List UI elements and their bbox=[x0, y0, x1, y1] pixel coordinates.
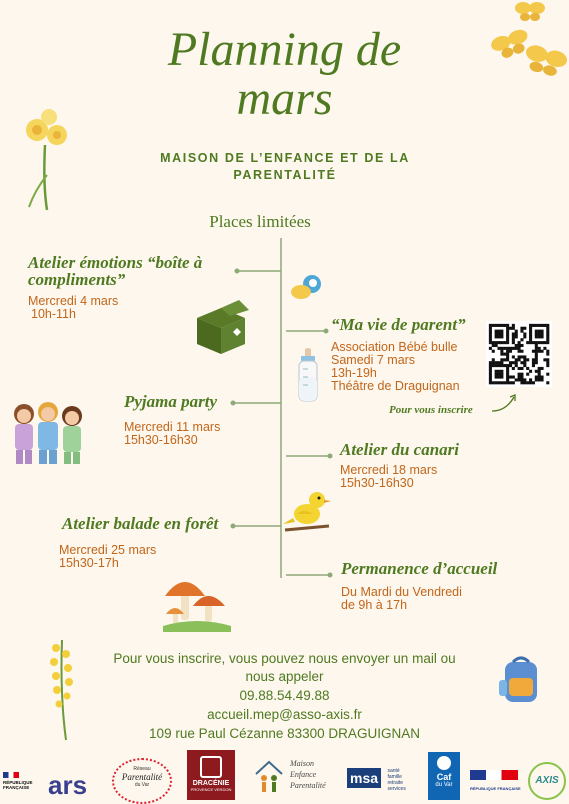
qr-module bbox=[515, 330, 518, 333]
page-title-line1: Planning de bbox=[167, 23, 402, 76]
qr-module bbox=[529, 330, 532, 333]
qr-module bbox=[546, 364, 549, 367]
qr-module bbox=[509, 381, 512, 384]
event-parent-line1: Association Bébé bulle bbox=[331, 340, 458, 354]
qr-module bbox=[541, 332, 544, 335]
qr-module bbox=[541, 378, 544, 381]
qr-module bbox=[535, 335, 538, 338]
qr-module bbox=[500, 335, 503, 338]
qr-module bbox=[497, 332, 500, 335]
qr-module bbox=[518, 350, 521, 353]
qr-module bbox=[535, 324, 538, 327]
qr-module bbox=[532, 341, 535, 344]
qr-module bbox=[506, 341, 509, 344]
qr-module bbox=[535, 353, 538, 356]
event-permanence-title: Permanence d’accueil bbox=[341, 559, 498, 578]
qr-module bbox=[489, 335, 492, 338]
qr-module bbox=[541, 376, 544, 379]
qr-module bbox=[532, 358, 535, 361]
qr-module bbox=[489, 364, 492, 367]
qr-module bbox=[538, 367, 541, 370]
logo-msa: msa santé famille retraite services bbox=[347, 768, 406, 792]
qr-module bbox=[546, 327, 549, 330]
qr-module bbox=[543, 341, 546, 344]
qr-module bbox=[506, 364, 509, 367]
qr-module bbox=[506, 330, 509, 333]
qr-module bbox=[495, 376, 498, 379]
qr-code[interactable] bbox=[486, 321, 552, 387]
qr-module bbox=[489, 370, 492, 373]
qr-module bbox=[489, 378, 492, 381]
qr-module bbox=[541, 341, 544, 344]
qr-module bbox=[497, 361, 500, 364]
qr-module bbox=[512, 381, 515, 384]
qr-module bbox=[500, 370, 503, 373]
qr-module bbox=[541, 324, 544, 327]
qr-module bbox=[546, 353, 549, 356]
qr-module bbox=[541, 335, 544, 338]
qr-module bbox=[520, 350, 523, 353]
qr-module bbox=[492, 361, 495, 364]
qr-module bbox=[529, 335, 532, 338]
qr-module bbox=[506, 358, 509, 361]
qr-module bbox=[497, 364, 500, 367]
qr-module bbox=[520, 344, 523, 347]
event-balade-date: Mercredi 25 mars bbox=[59, 543, 157, 557]
qr-module bbox=[489, 332, 492, 335]
qr-module bbox=[495, 332, 498, 335]
places-limitees: Places limitées bbox=[209, 212, 311, 231]
qr-module bbox=[497, 335, 500, 338]
qr-module bbox=[506, 338, 509, 341]
logo-dracenie: DRACÉNIE PROVENCE VERDON bbox=[187, 750, 235, 800]
qr-module bbox=[546, 330, 549, 333]
footer-line1: Pour vous inscrire, vous pouvez nous envoyer un mail ou bbox=[113, 651, 456, 666]
event-canari-time: 15h30-16h30 bbox=[340, 476, 414, 490]
logo-axis: AXIS bbox=[528, 762, 566, 800]
qr-module bbox=[503, 358, 506, 361]
qr-module bbox=[538, 373, 541, 376]
qr-module bbox=[503, 341, 506, 344]
qr-module bbox=[526, 373, 529, 376]
event-balade-time: 15h30-17h bbox=[59, 556, 119, 570]
logo-caf: Caf du Var bbox=[428, 752, 460, 800]
logo-republique: RÉPUBLIQUE FRANÇAISE bbox=[3, 772, 45, 790]
qr-module bbox=[535, 361, 538, 364]
qr-module bbox=[515, 347, 518, 350]
qr-module bbox=[523, 378, 526, 381]
qr-module bbox=[503, 381, 506, 384]
qr-module bbox=[512, 355, 515, 358]
qr-module bbox=[509, 361, 512, 364]
qr-module bbox=[489, 367, 492, 370]
qr-module bbox=[543, 324, 546, 327]
baby-bottle-icon bbox=[293, 347, 323, 403]
qr-module bbox=[535, 358, 538, 361]
qr-module bbox=[538, 350, 541, 353]
qr-module bbox=[515, 378, 518, 381]
qr-module bbox=[489, 341, 492, 344]
event-emotions-title-2: compliments” bbox=[28, 270, 126, 289]
qr-module bbox=[523, 364, 526, 367]
qr-module bbox=[546, 332, 549, 335]
qr-module bbox=[546, 373, 549, 376]
qr-module bbox=[541, 367, 544, 370]
qr-module bbox=[535, 355, 538, 358]
qr-module bbox=[535, 347, 538, 350]
qr-module bbox=[535, 370, 538, 373]
qr-module bbox=[497, 373, 500, 376]
qr-module bbox=[523, 381, 526, 384]
qr-module bbox=[529, 370, 532, 373]
qr-module bbox=[532, 350, 535, 353]
qr-module bbox=[495, 341, 498, 344]
qr-module bbox=[492, 364, 495, 367]
qr-module bbox=[532, 361, 535, 364]
qr-module bbox=[500, 347, 503, 350]
mushrooms-icon bbox=[163, 566, 231, 634]
qr-caption: Pour vous inscrire bbox=[389, 404, 473, 416]
qr-module bbox=[541, 350, 544, 353]
qr-module bbox=[497, 341, 500, 344]
qr-module bbox=[520, 381, 523, 384]
qr-module bbox=[520, 378, 523, 381]
qr-module bbox=[538, 335, 541, 338]
logo-maison-enfance: Maison Enfance Parentalité bbox=[252, 754, 332, 800]
qr-module bbox=[538, 347, 541, 350]
qr-module bbox=[500, 350, 503, 353]
qr-module bbox=[546, 335, 549, 338]
qr-module bbox=[495, 344, 498, 347]
qr-module bbox=[515, 364, 518, 367]
qr-module bbox=[543, 347, 546, 350]
subtitle-line2: PARENTALITÉ bbox=[233, 168, 337, 182]
qr-module bbox=[518, 347, 521, 350]
qr-module bbox=[529, 324, 532, 327]
qr-module bbox=[518, 341, 521, 344]
qr-module bbox=[546, 361, 549, 364]
qr-module bbox=[512, 367, 515, 370]
qr-module bbox=[535, 350, 538, 353]
qr-module bbox=[535, 344, 538, 347]
qr-module bbox=[520, 373, 523, 376]
qr-module bbox=[532, 324, 535, 327]
qr-module bbox=[515, 335, 518, 338]
qr-module bbox=[512, 376, 515, 379]
qr-module bbox=[520, 376, 523, 379]
qr-module bbox=[500, 381, 503, 384]
qr-module bbox=[506, 367, 509, 370]
qr-module bbox=[497, 324, 500, 327]
qr-module bbox=[535, 332, 538, 335]
qr-module bbox=[535, 376, 538, 379]
qr-module bbox=[546, 358, 549, 361]
qr-module bbox=[512, 332, 515, 335]
qr-module bbox=[512, 338, 515, 341]
footer-line2: nous appeler bbox=[245, 669, 324, 684]
qr-module bbox=[489, 381, 492, 384]
qr-module bbox=[543, 358, 546, 361]
qr-module bbox=[500, 324, 503, 327]
qr-module bbox=[500, 353, 503, 356]
qr-module bbox=[495, 373, 498, 376]
qr-module bbox=[492, 350, 495, 353]
qr-module bbox=[512, 361, 515, 364]
qr-module bbox=[506, 347, 509, 350]
qr-module bbox=[500, 361, 503, 364]
qr-module bbox=[520, 355, 523, 358]
qr-module bbox=[538, 378, 541, 381]
canary-icon bbox=[283, 484, 333, 540]
qr-module bbox=[492, 341, 495, 344]
footer-phone[interactable]: 09.88.54.49.88 bbox=[239, 688, 330, 703]
qr-module bbox=[538, 324, 541, 327]
qr-module bbox=[492, 324, 495, 327]
qr-module bbox=[526, 367, 529, 370]
qr-module bbox=[509, 376, 512, 379]
qr-module bbox=[506, 370, 509, 373]
qr-module bbox=[532, 381, 535, 384]
qr-module bbox=[506, 378, 509, 381]
qr-module bbox=[512, 327, 515, 330]
qr-module bbox=[492, 344, 495, 347]
qr-module bbox=[518, 378, 521, 381]
qr-module bbox=[509, 347, 512, 350]
qr-module bbox=[492, 381, 495, 384]
event-canari-date: Mercredi 18 mars bbox=[340, 463, 438, 477]
qr-module bbox=[529, 381, 532, 384]
arrow-icon bbox=[490, 393, 520, 415]
qr-module bbox=[546, 341, 549, 344]
qr-module bbox=[500, 332, 503, 335]
qr-module bbox=[489, 324, 492, 327]
qr-module bbox=[509, 327, 512, 330]
qr-module bbox=[506, 353, 509, 356]
qr-module bbox=[538, 370, 541, 373]
qr-module bbox=[518, 358, 521, 361]
qr-module bbox=[529, 378, 532, 381]
qr-module bbox=[489, 338, 492, 341]
qr-module bbox=[512, 347, 515, 350]
qr-module bbox=[515, 332, 518, 335]
qr-module bbox=[489, 327, 492, 330]
event-canari-title: Atelier du canari bbox=[340, 440, 460, 459]
qr-module bbox=[529, 341, 532, 344]
qr-module bbox=[529, 327, 532, 330]
qr-module bbox=[509, 350, 512, 353]
qr-module bbox=[523, 355, 526, 358]
qr-module bbox=[500, 330, 503, 333]
qr-module bbox=[512, 335, 515, 338]
qr-module bbox=[492, 358, 495, 361]
logo-ars: ars bbox=[48, 770, 88, 800]
qr-module bbox=[523, 327, 526, 330]
qr-module bbox=[529, 332, 532, 335]
qr-module bbox=[520, 327, 523, 330]
qr-module bbox=[500, 364, 503, 367]
qr-module bbox=[526, 341, 529, 344]
subtitle-line1: MAISON DE L’ENFANCE ET DE LA bbox=[160, 151, 410, 165]
qr-module bbox=[546, 381, 549, 384]
qr-module bbox=[495, 324, 498, 327]
qr-module bbox=[495, 381, 498, 384]
qr-module bbox=[518, 367, 521, 370]
qr-module bbox=[518, 376, 521, 379]
qr-module bbox=[515, 361, 518, 364]
event-pyjama-time: 15h30-16h30 bbox=[124, 433, 198, 447]
event-pyjama-title: Pyjama party bbox=[124, 392, 218, 411]
event-emotions-title-1: Atelier émotions “boîte à bbox=[28, 253, 203, 272]
qr-module bbox=[500, 373, 503, 376]
qr-module bbox=[506, 335, 509, 338]
qr-module bbox=[538, 376, 541, 379]
qr-module bbox=[512, 341, 515, 344]
qr-module bbox=[506, 355, 509, 358]
gift-box-icon bbox=[192, 300, 250, 356]
logo-reseau-parentalite: Réseau Parentalité du Var bbox=[112, 758, 172, 804]
qr-module bbox=[520, 330, 523, 333]
qr-module bbox=[546, 324, 549, 327]
qr-module bbox=[497, 330, 500, 333]
event-emotions-date: Mercredi 4 mars bbox=[28, 294, 119, 308]
qr-module bbox=[497, 347, 500, 350]
qr-module bbox=[503, 324, 506, 327]
qr-module bbox=[495, 335, 498, 338]
qr-module bbox=[495, 364, 498, 367]
qr-module bbox=[515, 358, 518, 361]
qr-module bbox=[538, 332, 541, 335]
qr-module bbox=[523, 332, 526, 335]
event-parent-line2: Samedi 7 mars bbox=[331, 353, 416, 367]
qr-module bbox=[535, 378, 538, 381]
qr-module bbox=[500, 358, 503, 361]
qr-module bbox=[506, 350, 509, 353]
qr-module bbox=[518, 373, 521, 376]
event-permanence-line2: de 9h à 17h bbox=[341, 598, 408, 612]
house-family-icon bbox=[252, 756, 286, 796]
qr-module bbox=[497, 370, 500, 373]
footer-email[interactable]: accueil.mep@asso-axis.fr bbox=[207, 707, 362, 722]
qr-module bbox=[506, 332, 509, 335]
qr-module bbox=[538, 341, 541, 344]
event-balade-title: Atelier balade en forêt bbox=[62, 514, 219, 533]
partner-logos bbox=[0, 748, 569, 803]
qr-module bbox=[506, 327, 509, 330]
event-permanence-line1: Du Mardi du Vendredi bbox=[341, 585, 462, 599]
qr-module bbox=[520, 367, 523, 370]
qr-module bbox=[546, 338, 549, 341]
qr-module bbox=[500, 341, 503, 344]
qr-module bbox=[497, 381, 500, 384]
qr-module bbox=[509, 364, 512, 367]
qr-module bbox=[535, 341, 538, 344]
page-title-line2: mars bbox=[236, 72, 333, 125]
qr-module bbox=[497, 376, 500, 379]
kids-pyjamas-icon bbox=[10, 398, 88, 470]
qr-module bbox=[529, 338, 532, 341]
qr-module bbox=[526, 358, 529, 361]
qr-module bbox=[489, 373, 492, 376]
qr-module bbox=[532, 364, 535, 367]
qr-module bbox=[500, 376, 503, 379]
qr-module bbox=[489, 347, 492, 350]
qr-module bbox=[503, 347, 506, 350]
qr-module bbox=[489, 361, 492, 364]
qr-module bbox=[515, 344, 518, 347]
qr-module bbox=[518, 355, 521, 358]
qr-module bbox=[506, 376, 509, 379]
qr-module bbox=[512, 324, 515, 327]
qr-module bbox=[489, 330, 492, 333]
qr-module bbox=[526, 381, 529, 384]
event-pyjama-date: Mercredi 11 mars bbox=[124, 420, 221, 434]
qr-module bbox=[523, 358, 526, 361]
qr-module bbox=[535, 330, 538, 333]
qr-module bbox=[520, 338, 523, 341]
logo-republique-francaise: RÉPUBLIQUE FRANÇAISE bbox=[470, 770, 522, 791]
qr-module bbox=[506, 324, 509, 327]
event-parent-line4: Théâtre de Draguignan bbox=[331, 379, 460, 393]
qr-module bbox=[503, 364, 506, 367]
qr-module bbox=[518, 344, 521, 347]
qr-module bbox=[546, 350, 549, 353]
pacifier-icon bbox=[289, 268, 331, 304]
qr-module bbox=[520, 361, 523, 364]
qr-module bbox=[495, 361, 498, 364]
qr-module bbox=[495, 330, 498, 333]
qr-module bbox=[495, 370, 498, 373]
qr-module bbox=[523, 361, 526, 364]
qr-module bbox=[538, 330, 541, 333]
event-emotions-time: 10h-11h bbox=[31, 307, 76, 321]
qr-module bbox=[541, 330, 544, 333]
qr-module bbox=[506, 373, 509, 376]
qr-module bbox=[506, 381, 509, 384]
footer-address: 109 rue Paul Cézanne 83300 DRAGUIGNAN bbox=[149, 726, 420, 741]
event-parent-line3: 13h-19h bbox=[331, 366, 377, 380]
qr-module bbox=[523, 335, 526, 338]
qr-module bbox=[489, 376, 492, 379]
event-parent-title: “Ma vie de parent” bbox=[331, 315, 466, 334]
qr-module bbox=[503, 353, 506, 356]
